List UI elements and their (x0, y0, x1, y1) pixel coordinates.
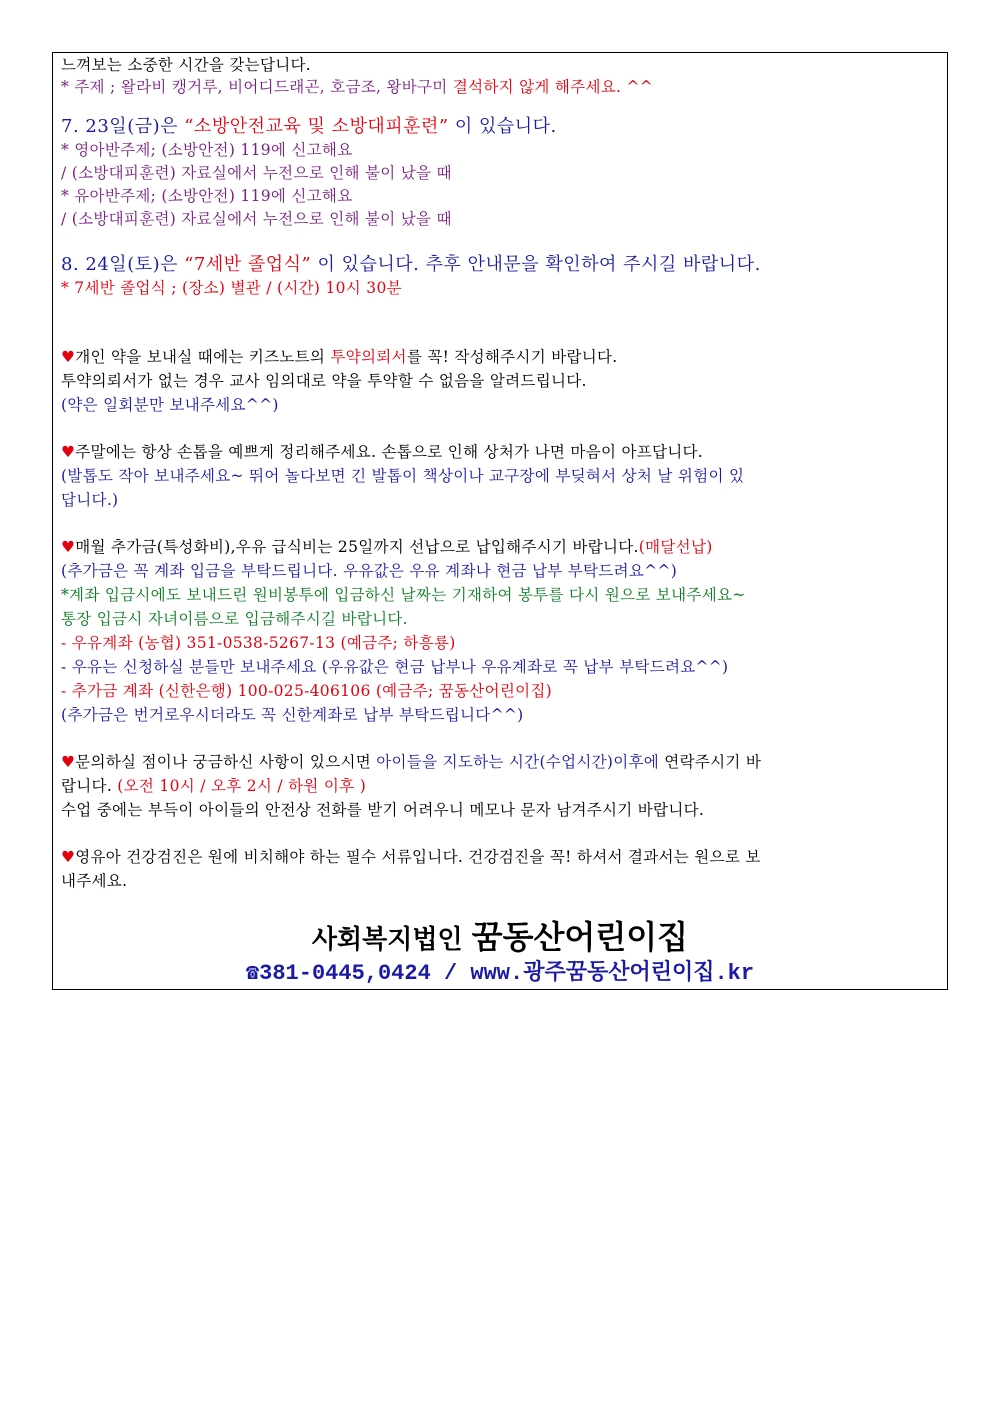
heart-icon: ♥ (61, 443, 76, 461)
notice-contact-line3: 수업 중에는 부득이 아이들의 안전상 전화를 받기 어려우니 메모나 문자 남겨주시기 바랍니다. (61, 801, 705, 819)
notice-fees-line6: - 우유는 신청하실 분들만 보내주세요 (우유값은 현금 납부나 우유계좌로 꼭 납부 부탁드려요^^) (61, 658, 729, 676)
intro-continuation: 느껴보는 소중한 시간을 갖는답니다. (61, 56, 312, 74)
notice-nails-line2: (발톱도 작아 보내주세요~ 뛰어 놀다보면 긴 발톱이 책상이나 교구장에 부딪혀서 상처 날 위험이 있 (61, 467, 745, 485)
notice-fees-line3: *계좌 입금시에도 보내드린 원비봉투에 입금하신 날짜는 기재하여 봉투를 다시 원으로 보내주세요~ (61, 586, 746, 604)
notice-fees-milk-account: - 우유계좌 (농협) 351-0538-5267-13 (예금주; 하흥룡) (61, 634, 456, 652)
intro-theme-line: * 주제 ; 왈라비 캥거루, 비어디드래곤, 호금조, 왕바구미 결석하지 않게 해주세요. ^^ (61, 78, 654, 96)
item8-heading: 8. 24일(토)은 “7세반 졸업식” 이 있습니다. 추후 안내문을 확인하여 주시길 바랍니다. (61, 254, 761, 275)
notice-fees-line8: (추가금은 번거로우시더라도 꼭 신한계좌로 납부 부탁드립니다^^) (61, 706, 524, 724)
notice-frame (52, 52, 948, 990)
heart-icon: ♥ (61, 753, 76, 771)
notice-fees-line1: ♥매월 추가금(특성화비),우유 급식비는 25일까지 선납으로 납입해주시기 바랍니다.(매달선납) (61, 538, 713, 556)
item7-line: * 영아반주제; (소방안전) 119에 신고해요 (61, 141, 353, 159)
notice-fees-line4: 통장 입금시 자녀이름으로 입금해주시길 바랍니다. (61, 610, 408, 628)
heart-icon: ♥ (61, 538, 76, 556)
notice-medicine-line1: ♥개인 약을 보내실 때에는 키즈노트의 투약의뢰서를 꼭! 작성해주시기 바랍니다. (61, 348, 618, 366)
heart-icon: ♥ (61, 348, 76, 366)
item8-detail: * 7세반 졸업식 ; (장소) 별관 / (시간) 10시 30분 (61, 279, 402, 297)
notice-medicine-line3: (약은 일회분만 보내주세요^^) (61, 396, 279, 414)
item7-line: / (소방대피훈련) 자료실에서 누전으로 인해 불이 났을 때 (61, 210, 452, 228)
item7-line: / (소방대피훈련) 자료실에서 누전으로 인해 불이 났을 때 (61, 164, 452, 182)
item7-heading: 7. 23일(금)은 “소방안전교육 및 소방대피훈련” 이 있습니다. (61, 116, 557, 137)
notice-fees-line2: (추가금은 꼭 계좌 입금을 부탁드립니다. 우유값은 우유 계좌나 현금 납부 부탁드려요^^) (61, 562, 678, 580)
notice-health-line1: ♥영유아 건강검진은 원에 비치해야 하는 필수 서류입니다. 건강검진을 꼭! 하셔서 결과서는 원으로 보 (61, 848, 761, 866)
notice-fees-extra-account: - 추가금 계좌 (신한은행) 100-025-406106 (예금주; 꿈동산어린이집) (61, 682, 553, 700)
item7-line: * 유아반주제; (소방안전) 119에 신고해요 (61, 187, 353, 205)
footer-brand: 꿈동산어린이집 (471, 918, 689, 956)
notice-medicine-line2: 투약의뢰서가 없는 경우 교사 임의대로 약을 투약할 수 없음을 알려드립니다. (61, 372, 587, 390)
notice-nails-line1: ♥주말에는 항상 손톱을 예쁘게 정리해주세요. 손톱으로 인해 상처가 나면 마음이 아프답니다. (61, 443, 704, 461)
notice-contact-line2: 랍니다. (오전 10시 / 오후 2시 / 하원 이후 ) (61, 777, 367, 795)
notice-contact-line1: ♥문의하실 점이나 궁금하신 사항이 있으시면 아이들을 지도하는 시간(수업시간)이후에 연락주시기 바 (61, 753, 762, 771)
heart-icon: ♥ (61, 848, 76, 866)
footer-org: 사회복지법인 꿈동산어린이집 (311, 918, 689, 956)
notice-health-line2: 내주세요. (61, 872, 128, 890)
footer-contact: ☎381-0445,0424 / www.광주꿈동산어린이집.kr (245, 961, 755, 986)
notice-nails-line3: 답니다.) (61, 491, 119, 509)
